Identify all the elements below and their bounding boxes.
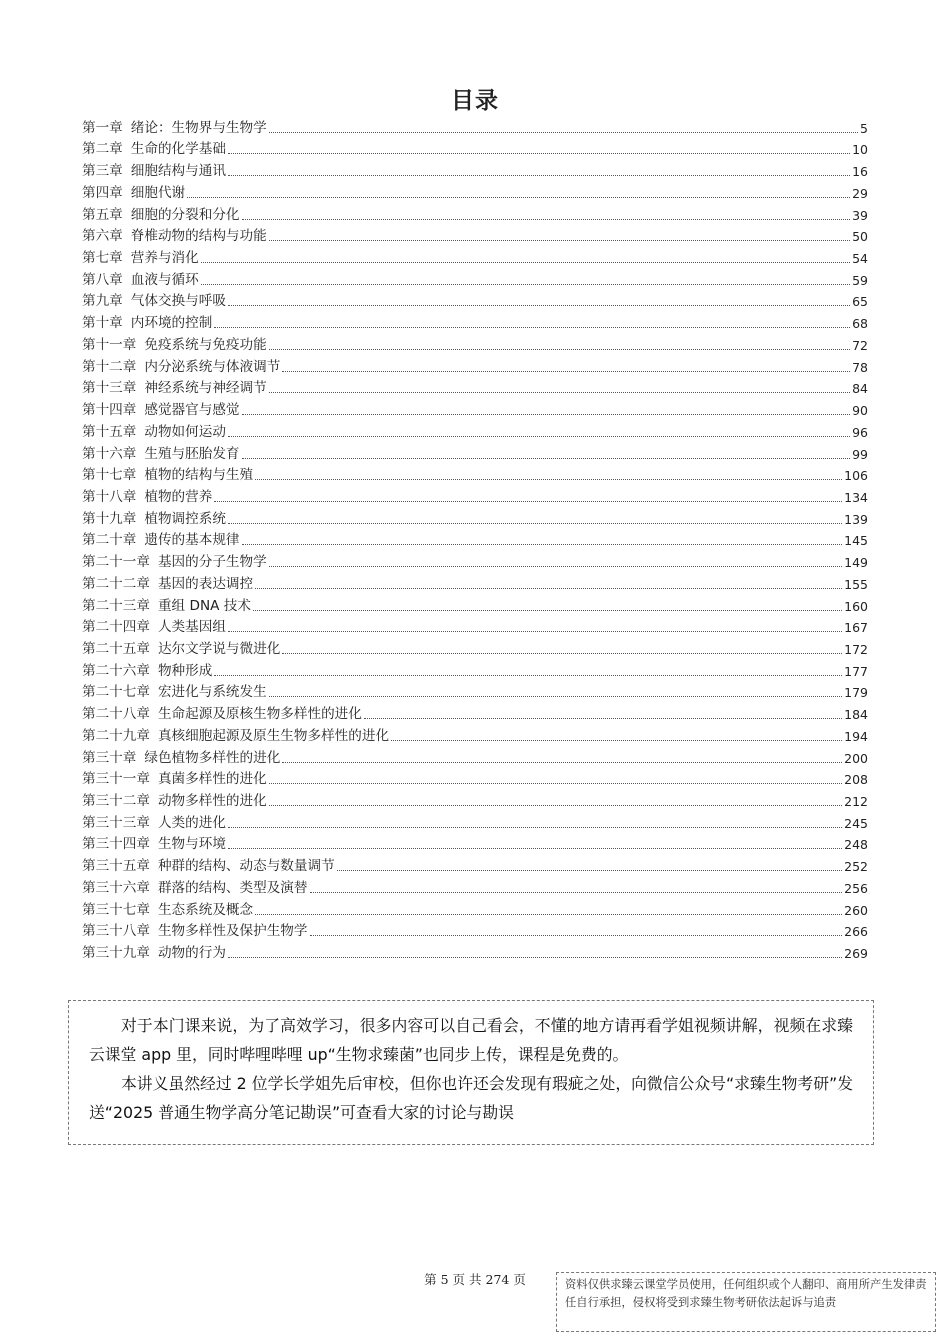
- toc-dot-leader: [187, 197, 850, 198]
- toc-chapter-number: 第二十八章: [82, 706, 150, 723]
- toc-page-number: 177: [844, 663, 868, 679]
- toc-chapter-number: 第二十四章: [82, 619, 150, 636]
- toc-page-number: 160: [844, 598, 868, 614]
- toc-chapter-title: 细胞的分裂和分化: [130, 206, 240, 223]
- toc-dot-leader: [310, 935, 843, 936]
- disclaimer-box: 资料仅供求臻云课堂学员使用，任何组织或个人翻印、商用所产生发律责任自行承担，侵权将受到求臻生物考研依法起诉与追责: [556, 1272, 936, 1332]
- toc-chapter-title: 生命的化学基础: [130, 141, 226, 158]
- toc-chapter-number: 第六章: [82, 228, 123, 245]
- toc-chapter-number: 第一章: [82, 119, 123, 136]
- toc-dot-leader: [214, 327, 850, 328]
- toc-entry[interactable]: [82, 701, 868, 723]
- toc-dot-leader: [214, 501, 842, 502]
- toc-entry[interactable]: [82, 463, 868, 485]
- toc-dot-leader: [228, 631, 842, 632]
- toc-chapter-title: 绿色植物多样性的进化: [144, 749, 281, 766]
- toc-chapter-title: 动物如何运动: [144, 423, 226, 440]
- toc-entry[interactable]: [82, 723, 868, 745]
- toc-chapter-title: 人类基因组: [157, 619, 226, 636]
- toc-entry[interactable]: [82, 615, 868, 637]
- toc-page-number: 139: [844, 511, 868, 527]
- toc-chapter-number: 第十七章: [82, 467, 137, 484]
- toc-page-number: 248: [844, 837, 868, 853]
- toc-page-number: 65: [852, 294, 868, 310]
- toc-page-number: 5: [860, 120, 868, 136]
- toc-chapter-title: 种群的结构、动态与数量调节: [157, 858, 335, 875]
- toc-entry[interactable]: [82, 180, 868, 202]
- toc-dot-leader: [214, 675, 842, 676]
- toc-chapter-title: 基因的表达调控: [157, 575, 254, 592]
- toc-chapter-number: 第九章: [82, 293, 123, 310]
- toc-page-number: 59: [852, 272, 868, 288]
- toc-page-number: 99: [852, 446, 868, 462]
- toc-page-number: 194: [844, 728, 868, 744]
- toc-entry[interactable]: [82, 332, 868, 354]
- toc-chapter-title: 细胞结构与通讯: [130, 163, 226, 180]
- toc-page-number: 84: [852, 381, 868, 397]
- toc-entry[interactable]: [82, 202, 868, 224]
- toc-dot-leader: [269, 566, 842, 567]
- toc-entry[interactable]: [82, 767, 868, 789]
- toc-chapter-number: 第七章: [82, 250, 123, 267]
- toc-dot-leader: [269, 240, 850, 241]
- toc-page-number: 134: [844, 489, 868, 505]
- toc-entry[interactable]: [82, 658, 868, 680]
- toc-chapter-title: 动物多样性的进化: [157, 793, 267, 809]
- toc-entry[interactable]: [82, 115, 868, 137]
- toc-dot-leader: [228, 523, 842, 524]
- toc-page-number: 10: [852, 142, 868, 158]
- toc-dot-leader: [242, 458, 851, 459]
- toc-page-number: 78: [852, 359, 868, 375]
- toc-dot-leader: [364, 718, 842, 719]
- toc-page-number: 256: [844, 880, 868, 896]
- toc-entry[interactable]: [82, 484, 868, 506]
- toc-chapter-title: 血液与循环: [130, 271, 199, 288]
- toc-dot-leader: [269, 132, 858, 133]
- toc-page-number: 90: [852, 403, 868, 419]
- toc-dot-leader: [269, 805, 842, 806]
- toc-chapter-number: 第十九章: [82, 510, 137, 527]
- toc-chapter-title: 内环境的控制: [130, 315, 213, 332]
- toc-entry[interactable]: [82, 745, 868, 767]
- toc-dot-leader: [391, 740, 842, 741]
- toc-chapter-title: 重组 DNA 技术: [157, 597, 251, 614]
- toc-entry[interactable]: [82, 376, 868, 398]
- toc-entry[interactable]: [82, 506, 868, 528]
- toc-chapter-title: 神经系统与神经调节: [144, 380, 267, 397]
- toc-chapter-number: 第三十四章: [82, 836, 150, 853]
- toc-page-number: 167: [844, 620, 868, 636]
- toc-dot-leader: [282, 371, 850, 372]
- toc-page-number: 245: [844, 815, 868, 831]
- toc-chapter-number: 第二十一章: [82, 554, 150, 571]
- toc-chapter-number: 第十二章: [82, 358, 137, 375]
- toc-chapter-number: 第三十七章: [82, 901, 150, 918]
- toc-dot-leader: [269, 392, 850, 393]
- toc-entry[interactable]: [82, 636, 868, 658]
- toc-chapter-title: 基因的分子生物学: [157, 554, 267, 571]
- toc-entry[interactable]: [82, 267, 868, 289]
- toc-chapter-number: 第二十二章: [82, 575, 150, 592]
- toc-chapter-number: 第八章: [82, 271, 123, 288]
- toc-entry[interactable]: [82, 137, 868, 159]
- toc-page-number: 269: [844, 946, 868, 962]
- toc-chapter-number: 第十六章: [82, 445, 137, 462]
- toc-dot-leader: [228, 957, 842, 958]
- toc-chapter-number: 第二章: [82, 141, 123, 158]
- toc-dot-leader: [228, 153, 850, 154]
- toc-page-number: 50: [852, 229, 868, 245]
- toc-dot-leader: [282, 762, 842, 763]
- toc-chapter-title: 脊椎动物的结构与功能: [130, 228, 267, 245]
- toc-dot-leader: [337, 870, 842, 871]
- toc-entry[interactable]: [82, 245, 868, 267]
- toc-entry[interactable]: [82, 441, 868, 463]
- toc-chapter-number: 第二十九章: [82, 727, 150, 744]
- toc-chapter-title: 真菌多样性的进化: [157, 771, 267, 788]
- toc-entry[interactable]: [82, 571, 868, 593]
- toc-entry[interactable]: [82, 940, 868, 962]
- toc-chapter-number: 第二十章: [82, 532, 137, 549]
- toc-chapter-title: 感觉器官与感觉: [144, 402, 240, 419]
- toc-chapter-title: 宏进化与系统发生: [157, 684, 267, 701]
- toc-page-number: 145: [844, 533, 868, 549]
- toc-entry[interactable]: [82, 897, 868, 919]
- toc-dot-leader: [228, 827, 842, 828]
- toc-page-number: 179: [844, 685, 868, 701]
- toc-entry[interactable]: [82, 310, 868, 332]
- toc-entry[interactable]: [82, 549, 868, 571]
- toc-chapter-number: 第十三章: [82, 380, 137, 397]
- toc-dot-leader: [269, 349, 850, 350]
- toc-entry[interactable]: [82, 224, 868, 246]
- toc-page-number: 212: [844, 794, 868, 809]
- toc-page-number: 155: [844, 576, 868, 592]
- toc-chapter-title: 群落的结构、类型及演替: [157, 879, 308, 896]
- toc-entry[interactable]: [82, 528, 868, 550]
- toc-chapter-number: 第三十九章: [82, 945, 150, 962]
- toc-dot-leader: [201, 262, 850, 263]
- toc-chapter-number: 第十一章: [82, 336, 137, 353]
- toc-chapter-title: 植物调控系统: [144, 510, 226, 527]
- toc-page-number: 39: [852, 207, 868, 223]
- toc-chapter-number: 第十八章: [82, 488, 137, 505]
- toc-chapter-title: 物种形成: [157, 662, 213, 679]
- toc-chapter-number: 第十五章: [82, 423, 137, 440]
- toc-chapter-number: 第二十七章: [82, 684, 150, 701]
- toc-page-number: 16: [852, 164, 868, 180]
- toc-dot-leader: [228, 436, 850, 437]
- toc-page-number: 252: [844, 859, 868, 875]
- toc-page-number: 208: [844, 772, 868, 788]
- toc-chapter-number: 第三十三章: [82, 814, 150, 831]
- toc-chapter-title: 内分泌系统与体液调节: [144, 358, 281, 375]
- toc-page-number: 260: [844, 902, 868, 918]
- toc-chapter-number: 第二十三章: [82, 597, 150, 614]
- toc-entry[interactable]: [82, 593, 868, 615]
- toc-page-number: 184: [844, 707, 868, 723]
- toc-chapter-number: 第三十二章: [82, 793, 150, 809]
- toc-chapter-number: 第三章: [82, 163, 123, 180]
- toc-entry[interactable]: [82, 419, 868, 441]
- notice-paragraph: 本讲义虽然经过 2 位学长学姐先后审校，但你也许还会发现有瑕疵之处，向微信公众号“求臻生物考研”发送“2025 普通生物学高分笔记勘误”可查看大家的讨论与勘误: [89, 1074, 853, 1122]
- page-title: 目录: [451, 88, 499, 114]
- toc-chapter-title: 达尔文学说与微进化: [157, 640, 281, 657]
- toc-chapter-title: 生命起源及原核生物多样性的进化: [157, 706, 362, 723]
- notice-paragraph: 对于本门课来说，为了高效学习，很多内容可以自己看会，不懂的地方请再看学姐视频讲解，视频在求臻云课堂 app 里，同时哔哩哔哩 up“生物求臻菌”也同步上传，课程是免费的。: [89, 1016, 853, 1064]
- toc-chapter-title: 人类的进化: [157, 814, 226, 831]
- toc-dot-leader: [228, 175, 850, 176]
- toc-page-number: 96: [852, 424, 868, 440]
- toc-chapter-title: 动物的行为: [157, 945, 226, 962]
- toc-chapter-title: 绪论：生物界与生物学: [130, 119, 267, 136]
- toc-entry[interactable]: [82, 875, 868, 897]
- toc-chapter-number: 第二十六章: [82, 662, 150, 679]
- notice-box: [68, 1000, 874, 1145]
- toc-page-number: 106: [844, 468, 868, 484]
- toc-chapter-number: 第十四章: [82, 402, 137, 419]
- toc-entry[interactable]: [82, 158, 868, 180]
- toc-dot-leader: [242, 414, 851, 415]
- toc-chapter-title: 植物的营养: [144, 488, 213, 505]
- toc-chapter-title: 生物与环境: [157, 836, 226, 853]
- toc-chapter-number: 第五章: [82, 206, 123, 223]
- toc-dot-leader: [282, 653, 842, 654]
- toc-page-number: 266: [844, 924, 868, 940]
- toc-chapter-title: 植物的结构与生殖: [144, 467, 254, 484]
- toc-dot-leader: [253, 610, 842, 611]
- toc-entry[interactable]: [82, 397, 868, 419]
- toc-chapter-number: 第三十章: [82, 749, 137, 766]
- toc-chapter-number: 第三十五章: [82, 858, 150, 875]
- toc-page-number: 172: [844, 641, 868, 657]
- toc-page-number: 72: [852, 337, 868, 353]
- toc-chapter-number: 第二十五章: [82, 640, 150, 657]
- toc-entry[interactable]: [82, 354, 868, 376]
- toc-page-number: 54: [852, 251, 868, 267]
- toc-dot-leader: [255, 479, 842, 480]
- toc-dot-leader: [255, 914, 842, 915]
- toc-dot-leader: [269, 696, 842, 697]
- toc-entry[interactable]: [82, 832, 868, 854]
- toc-dot-leader: [269, 783, 842, 784]
- toc-chapter-number: 第三十一章: [82, 771, 150, 788]
- toc-dot-leader: [228, 848, 842, 849]
- toc-chapter-title: 遗传的基本规律: [144, 532, 240, 549]
- toc-chapter-title: 生物多样性及保护生物学: [157, 923, 308, 940]
- toc-entry[interactable]: [82, 289, 868, 311]
- toc-dot-leader: [310, 892, 843, 893]
- toc-chapter-title: 真核细胞起源及原生生物多样性的进化: [157, 727, 390, 744]
- toc-chapter-title: 生态系统及概念: [157, 901, 254, 918]
- toc-chapter-number: 第四章: [82, 184, 123, 201]
- toc-chapter-title: 气体交换与呼吸: [130, 293, 226, 310]
- toc-chapter-title: 营养与消化: [130, 250, 199, 267]
- toc-chapter-number: 第十章: [82, 315, 123, 332]
- toc-entry[interactable]: [82, 810, 868, 832]
- toc-page-number: 68: [852, 316, 868, 332]
- toc-entry[interactable]: [82, 919, 868, 941]
- toc-chapter-title: 细胞代谢: [130, 184, 186, 201]
- toc-entry[interactable]: [82, 680, 868, 702]
- toc-chapter-number: 第三十六章: [82, 879, 150, 896]
- page-number: 第 5 页 共 274 页: [424, 1272, 526, 1287]
- toc-chapter-number: 第三十八章: [82, 923, 150, 940]
- toc-dot-leader: [242, 219, 851, 220]
- toc-dot-leader: [242, 544, 843, 545]
- toc-page-number: 29: [852, 185, 868, 201]
- toc-chapter-title: 生殖与胚胎发育: [144, 445, 240, 462]
- toc-page-number: 200: [844, 750, 868, 766]
- toc-dot-leader: [255, 588, 842, 589]
- table-of-contents: [82, 115, 868, 962]
- toc-entry[interactable]: [82, 853, 868, 875]
- toc-entry[interactable]: [82, 788, 868, 810]
- toc-chapter-title: 免疫系统与免疫功能: [144, 336, 267, 353]
- toc-page-number: 149: [844, 555, 868, 571]
- toc-dot-leader: [201, 284, 850, 285]
- toc-dot-leader: [228, 305, 850, 306]
